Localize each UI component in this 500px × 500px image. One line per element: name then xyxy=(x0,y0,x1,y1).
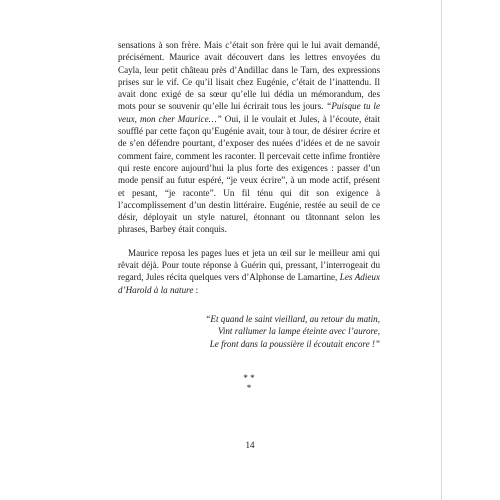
poem-line: Vint rallumer la lampe éteinte avec l’aurore, xyxy=(217,326,380,337)
asterism-top: * * xyxy=(243,372,255,383)
paragraph-1-segment: sensations à son frère. Mais c’était son frère qui le lui avait demandé, précisément. Maurice avait découvert dans les lettres envoyées du Cayla, leur petit château près d’Andillac dans le Tarn, des expressions prises sur le vif. Ce qu’il lisait chez Eugénie, c’était de l’inattendu. Il avait donc exigé de sa sœur qu’elle lui dédia un mémorandum, des mots pour se souvenir qu’elle lui écrirait tous les jours. xyxy=(118,40,380,112)
paragraph-2-segment: Maurice reposa les pages lues et jeta un œil sur le meilleur ami qui rêvait déjà. Pour toute réponse à Guérin qui, pressant, l’interrogeait du regard, Jules récita quelques vers d’Alphonse de Lamartine, xyxy=(118,247,380,283)
paragraph-2 xyxy=(118,247,380,296)
poem-line: Le front dans la poussière il écoutait encore !” xyxy=(209,338,380,349)
paragraph-1-quote: “Puisque tu le veux, mon cher Maurice…” xyxy=(118,101,380,124)
poem-quote xyxy=(118,313,380,350)
paragraph-1-segment: Oui, il le voulait et Jules, à l’écoute, était soufflé par cette façon qu’Eugénie avait, tour à tour, de désirer écrire et de s’en défendre pourtant, d’exposer des nuées d’idées et de ne savoir comment faire, comment les raconter. Il percevait cette infime frontière qui reste encore aujourd’hui la plus forte des exigences : passer d’un mode pensif au futur espéré, “je veux écrire”, à un mode actif, présent et pesant, “je raconte”. Un fil ténu qui dit son exigence à l’accomplissement d’un destin littéraire. Eugénie, restée au seuil de ce désir, déployait un style naturel, étonnant ou tâtonnant selon les phrases, Barbey était conquis. xyxy=(118,113,380,235)
page-edge-line xyxy=(441,0,442,500)
text-block xyxy=(118,39,380,393)
poem-line: “Et quand le saint vieillard, au retour du matin, xyxy=(205,313,380,324)
paragraph-2-title: Les Adieux d’Harold à la nature xyxy=(118,272,380,295)
paragraph-2-segment: : xyxy=(193,284,199,295)
page-number: 14 xyxy=(245,440,255,450)
paragraph-1 xyxy=(118,39,380,236)
asterism-bottom: * xyxy=(246,382,252,393)
section-break-asterism xyxy=(118,373,380,393)
